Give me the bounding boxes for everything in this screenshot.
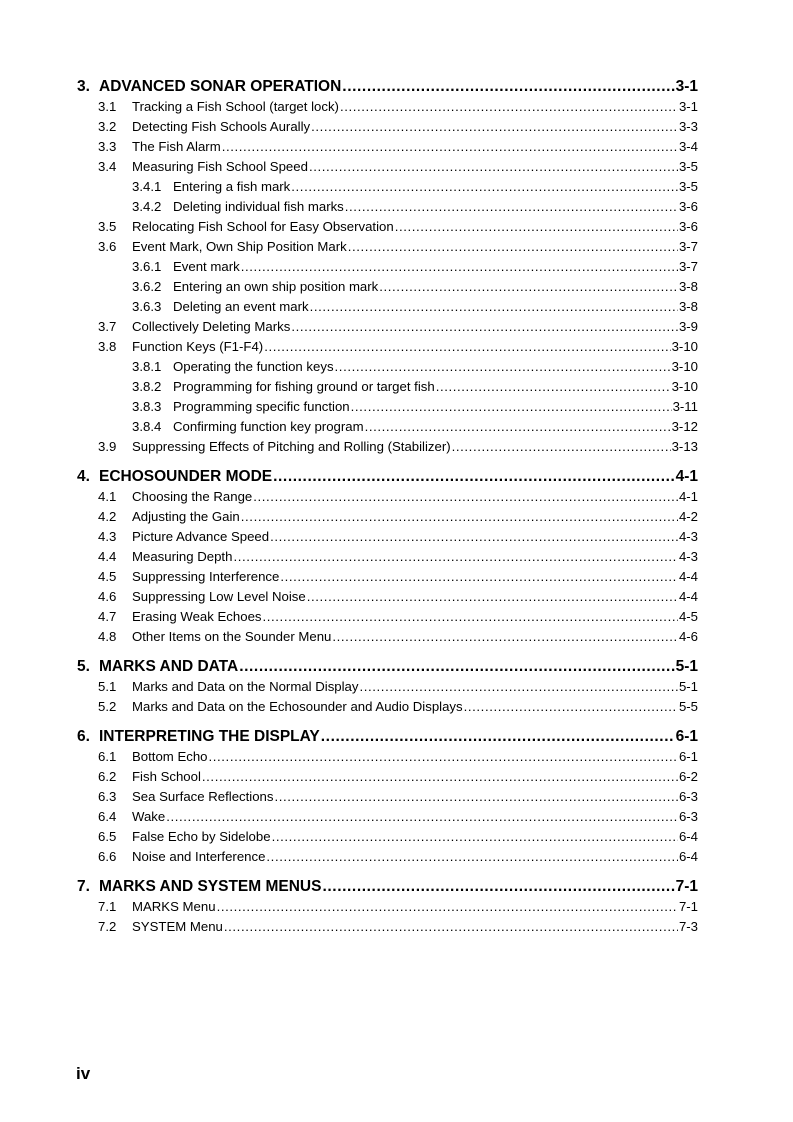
entry-page-number: 3-1 <box>678 99 698 114</box>
entry-page-number: 7-1 <box>675 878 698 895</box>
entry-title: False Echo by Sidelobe <box>132 829 271 844</box>
dot-leader <box>332 627 678 647</box>
entry-page-number: 3-9 <box>678 319 698 334</box>
dot-leader <box>436 377 671 397</box>
entry-number: 3.8.1 <box>132 359 162 374</box>
entry-number: 3.4 <box>98 159 117 174</box>
dot-leader <box>291 317 678 337</box>
entry-title: Programming specific function <box>173 399 350 414</box>
entry-title: Picture Advance Speed <box>132 529 270 544</box>
dot-leader <box>272 827 678 847</box>
entry-title: INTERPRETING THE DISPLAY <box>99 728 320 745</box>
entry-number: 7.1 <box>98 899 117 914</box>
entry-page-number: 3-6 <box>678 219 698 234</box>
entry-title: Entering an own ship position mark <box>173 279 379 294</box>
entry-page-number: 4-2 <box>678 509 698 524</box>
entry-title: ECHOSOUNDER MODE <box>99 468 273 485</box>
dot-leader <box>348 237 678 257</box>
entry-title: Detecting Fish Schools Aurally <box>132 119 311 134</box>
entry-number: 7.2 <box>98 919 117 934</box>
entry-title: Fish School <box>132 769 201 784</box>
entry-number: 6.3 <box>98 789 117 804</box>
dot-leader <box>241 257 678 277</box>
entry-page-number: 3-1 <box>675 78 698 95</box>
entry-title: Measuring Depth <box>132 549 233 564</box>
entry-page-number: 4-6 <box>678 629 698 644</box>
section-entry <box>77 97 698 117</box>
entry-number: 3.8.2 <box>132 379 162 394</box>
table-of-contents <box>77 76 698 946</box>
section-entry <box>77 807 698 827</box>
entry-page-number: 6-1 <box>675 728 698 745</box>
entry-title: Erasing Weak Echoes <box>132 609 262 624</box>
section-entry <box>77 587 698 607</box>
section-entry <box>77 217 698 237</box>
section-entry <box>77 607 698 627</box>
dot-leader <box>280 567 678 587</box>
entry-title: ADVANCED SONAR OPERATION <box>99 78 342 95</box>
entry-number: 5.1 <box>98 679 117 694</box>
subsection-entry <box>77 357 698 377</box>
entry-title: Function Keys (F1-F4) <box>132 339 264 354</box>
entry-title: Sea Surface Reflections <box>132 789 274 804</box>
entry-title: Deleting individual fish marks <box>173 199 344 214</box>
section-entry <box>77 787 698 807</box>
section-entry <box>77 627 698 647</box>
entry-title: Other Items on the Sounder Menu <box>132 629 332 644</box>
section-entry <box>77 507 698 527</box>
entry-number: 6.5 <box>98 829 117 844</box>
section-entry <box>77 747 698 767</box>
subsection-entry <box>77 297 698 317</box>
dot-leader <box>217 897 678 917</box>
entry-page-number: 6-3 <box>678 809 698 824</box>
entry-page-number: 6-3 <box>678 789 698 804</box>
entry-number: 3.4.2 <box>132 199 162 214</box>
entry-page-number: 4-4 <box>678 589 698 604</box>
entry-number: 3.4.1 <box>132 179 162 194</box>
entry-title: Marks and Data on the Echosounder and Audio Displays <box>132 699 463 714</box>
dot-leader <box>310 297 678 317</box>
dot-leader <box>309 157 678 177</box>
dot-leader <box>335 357 671 377</box>
entry-number: 6.1 <box>98 749 117 764</box>
subsection-entry <box>77 177 698 197</box>
entry-page-number: 3-5 <box>678 159 698 174</box>
entry-page-number: 6-4 <box>678 849 698 864</box>
entry-page-number: 6-2 <box>678 769 698 784</box>
entry-page-number: 4-5 <box>678 609 698 624</box>
section-entry <box>77 567 698 587</box>
dot-leader <box>379 277 678 297</box>
dot-leader <box>264 337 670 357</box>
dot-leader <box>253 487 678 507</box>
dot-leader <box>233 547 678 567</box>
entry-title: Entering a fish mark <box>173 179 291 194</box>
entry-page-number: 3-8 <box>678 299 698 314</box>
dot-leader <box>241 507 678 527</box>
section-entry <box>77 827 698 847</box>
entry-page-number: 3-8 <box>678 279 698 294</box>
entry-number: 4.5 <box>98 569 117 584</box>
dot-leader <box>307 587 678 607</box>
entry-number: 5. <box>77 658 90 675</box>
section-entry <box>77 437 698 457</box>
entry-page-number: 3-12 <box>671 419 698 434</box>
dot-leader <box>222 137 678 157</box>
entry-page-number: 6-1 <box>678 749 698 764</box>
entry-title: Confirming function key program <box>173 419 364 434</box>
dot-leader <box>239 656 674 677</box>
dot-leader <box>270 527 678 547</box>
entry-title: SYSTEM Menu <box>132 919 223 934</box>
dot-leader <box>342 76 674 97</box>
entry-page-number: 3-7 <box>678 239 698 254</box>
dot-leader <box>311 117 678 137</box>
dot-leader <box>359 677 677 697</box>
entry-number: 4.2 <box>98 509 117 524</box>
entry-number: 3.9 <box>98 439 117 454</box>
entry-number: 3.5 <box>98 219 117 234</box>
toc-chapter <box>77 76 698 457</box>
entry-number: 4.4 <box>98 549 117 564</box>
entry-page-number: 4-1 <box>675 468 698 485</box>
entry-title: Tracking a Fish School (target lock) <box>132 99 339 114</box>
section-entry <box>77 527 698 547</box>
entry-number: 6.4 <box>98 809 117 824</box>
dot-leader <box>166 807 678 827</box>
entry-title: MARKS AND DATA <box>99 658 239 675</box>
section-entry <box>77 917 698 937</box>
entry-number: 3. <box>77 78 90 95</box>
entry-page-number: 4-3 <box>678 529 698 544</box>
entry-number: 6.6 <box>98 849 117 864</box>
dot-leader <box>322 876 674 897</box>
chapter-heading <box>77 76 698 97</box>
entry-title: Event Mark, Own Ship Position Mark <box>132 239 347 254</box>
entry-page-number: 5-5 <box>678 699 698 714</box>
dot-leader <box>345 197 678 217</box>
dot-leader <box>321 726 675 747</box>
dot-leader <box>351 397 672 417</box>
entry-title: Wake <box>132 809 166 824</box>
entry-title: Relocating Fish School for Easy Observation <box>132 219 394 234</box>
entry-title: Deleting an event mark <box>173 299 309 314</box>
subsection-entry <box>77 257 698 277</box>
dot-leader <box>263 607 678 627</box>
section-entry <box>77 487 698 507</box>
entry-number: 5.2 <box>98 699 117 714</box>
entry-number: 3.6 <box>98 239 117 254</box>
entry-page-number: 3-10 <box>671 339 698 354</box>
section-entry <box>77 847 698 867</box>
entry-page-number: 3-10 <box>671 379 698 394</box>
entry-title: MARKS Menu <box>132 899 216 914</box>
chapter-heading <box>77 726 698 747</box>
dot-leader <box>452 437 671 457</box>
entry-title: Event mark <box>173 259 240 274</box>
dot-leader <box>365 417 671 437</box>
entry-page-number: 4-1 <box>678 489 698 504</box>
entry-number: 6. <box>77 728 90 745</box>
entry-page-number: 7-1 <box>678 899 698 914</box>
entry-number: 4.8 <box>98 629 117 644</box>
entry-number: 3.8.3 <box>132 399 162 414</box>
entry-number: 4.1 <box>98 489 117 504</box>
subsection-entry <box>77 397 698 417</box>
entry-page-number: 3-4 <box>678 139 698 154</box>
entry-title: Programming for fishing ground or target fish <box>173 379 435 394</box>
dot-leader <box>224 917 678 937</box>
subsection-entry <box>77 377 698 397</box>
section-entry <box>77 237 698 257</box>
section-entry <box>77 547 698 567</box>
entry-number: 3.2 <box>98 119 117 134</box>
entry-page-number: 5-1 <box>678 679 698 694</box>
section-entry <box>77 677 698 697</box>
toc-chapter <box>77 466 698 647</box>
entry-page-number: 7-3 <box>678 919 698 934</box>
dot-leader <box>202 767 678 787</box>
subsection-entry <box>77 277 698 297</box>
entry-number: 3.6.3 <box>132 299 162 314</box>
dot-leader <box>340 97 678 117</box>
section-entry <box>77 897 698 917</box>
section-entry <box>77 697 698 717</box>
entry-number: 4.6 <box>98 589 117 604</box>
entry-title: Suppressing Low Level Noise <box>132 589 306 604</box>
toc-chapter <box>77 876 698 937</box>
entry-number: 3.8.4 <box>132 419 162 434</box>
entry-page-number: 3-3 <box>678 119 698 134</box>
entry-page-number: 6-4 <box>678 829 698 844</box>
entry-title: Measuring Fish School Speed <box>132 159 308 174</box>
entry-title: Collectively Deleting Marks <box>132 319 291 334</box>
toc-chapter <box>77 656 698 717</box>
section-entry <box>77 137 698 157</box>
entry-title: Operating the function keys <box>173 359 334 374</box>
section-entry <box>77 767 698 787</box>
entry-page-number: 3-5 <box>678 179 698 194</box>
entry-title: Noise and Interference <box>132 849 266 864</box>
entry-number: 3.6.2 <box>132 279 162 294</box>
entry-title: The Fish Alarm <box>132 139 221 154</box>
section-entry <box>77 157 698 177</box>
chapter-heading <box>77 876 698 897</box>
entry-number: 4.7 <box>98 609 117 624</box>
entry-number: 3.1 <box>98 99 117 114</box>
entry-number: 7. <box>77 878 90 895</box>
dot-leader <box>273 466 674 487</box>
entry-page-number: 3-7 <box>678 259 698 274</box>
dot-leader <box>464 697 678 717</box>
section-entry <box>77 317 698 337</box>
dot-leader <box>291 177 678 197</box>
section-entry <box>77 117 698 137</box>
entry-page-number: 4-3 <box>678 549 698 564</box>
entry-page-number: 3-11 <box>672 399 698 414</box>
entry-page-number: 5-1 <box>675 658 698 675</box>
section-entry <box>77 337 698 357</box>
page-number: iv <box>76 1064 91 1083</box>
entry-title: Adjusting the Gain <box>132 509 240 524</box>
entry-title: Marks and Data on the Normal Display <box>132 679 359 694</box>
entry-page-number: 3-10 <box>671 359 698 374</box>
toc-chapter <box>77 726 698 867</box>
entry-number: 3.6.1 <box>132 259 162 274</box>
entry-title: Bottom Echo <box>132 749 208 764</box>
chapter-heading <box>77 466 698 487</box>
dot-leader <box>209 747 678 767</box>
entry-number: 3.8 <box>98 339 117 354</box>
dot-leader <box>274 787 677 807</box>
dot-leader <box>266 847 678 867</box>
entry-title: Suppressing Effects of Pitching and Rolling (Stabilizer) <box>132 439 451 454</box>
entry-title: Choosing the Range <box>132 489 253 504</box>
entry-number: 6.2 <box>98 769 117 784</box>
entry-number: 3.7 <box>98 319 117 334</box>
entry-number: 3.3 <box>98 139 117 154</box>
entry-title: MARKS AND SYSTEM MENUS <box>99 878 322 895</box>
entry-number: 4.3 <box>98 529 117 544</box>
entry-page-number: 4-4 <box>678 569 698 584</box>
dot-leader <box>395 217 678 237</box>
entry-page-number: 3-13 <box>671 439 698 454</box>
chapter-heading <box>77 656 698 677</box>
entry-title: Suppressing Interference <box>132 569 280 584</box>
subsection-entry <box>77 197 698 217</box>
entry-number: 4. <box>77 468 90 485</box>
subsection-entry <box>77 417 698 437</box>
entry-page-number: 3-6 <box>678 199 698 214</box>
